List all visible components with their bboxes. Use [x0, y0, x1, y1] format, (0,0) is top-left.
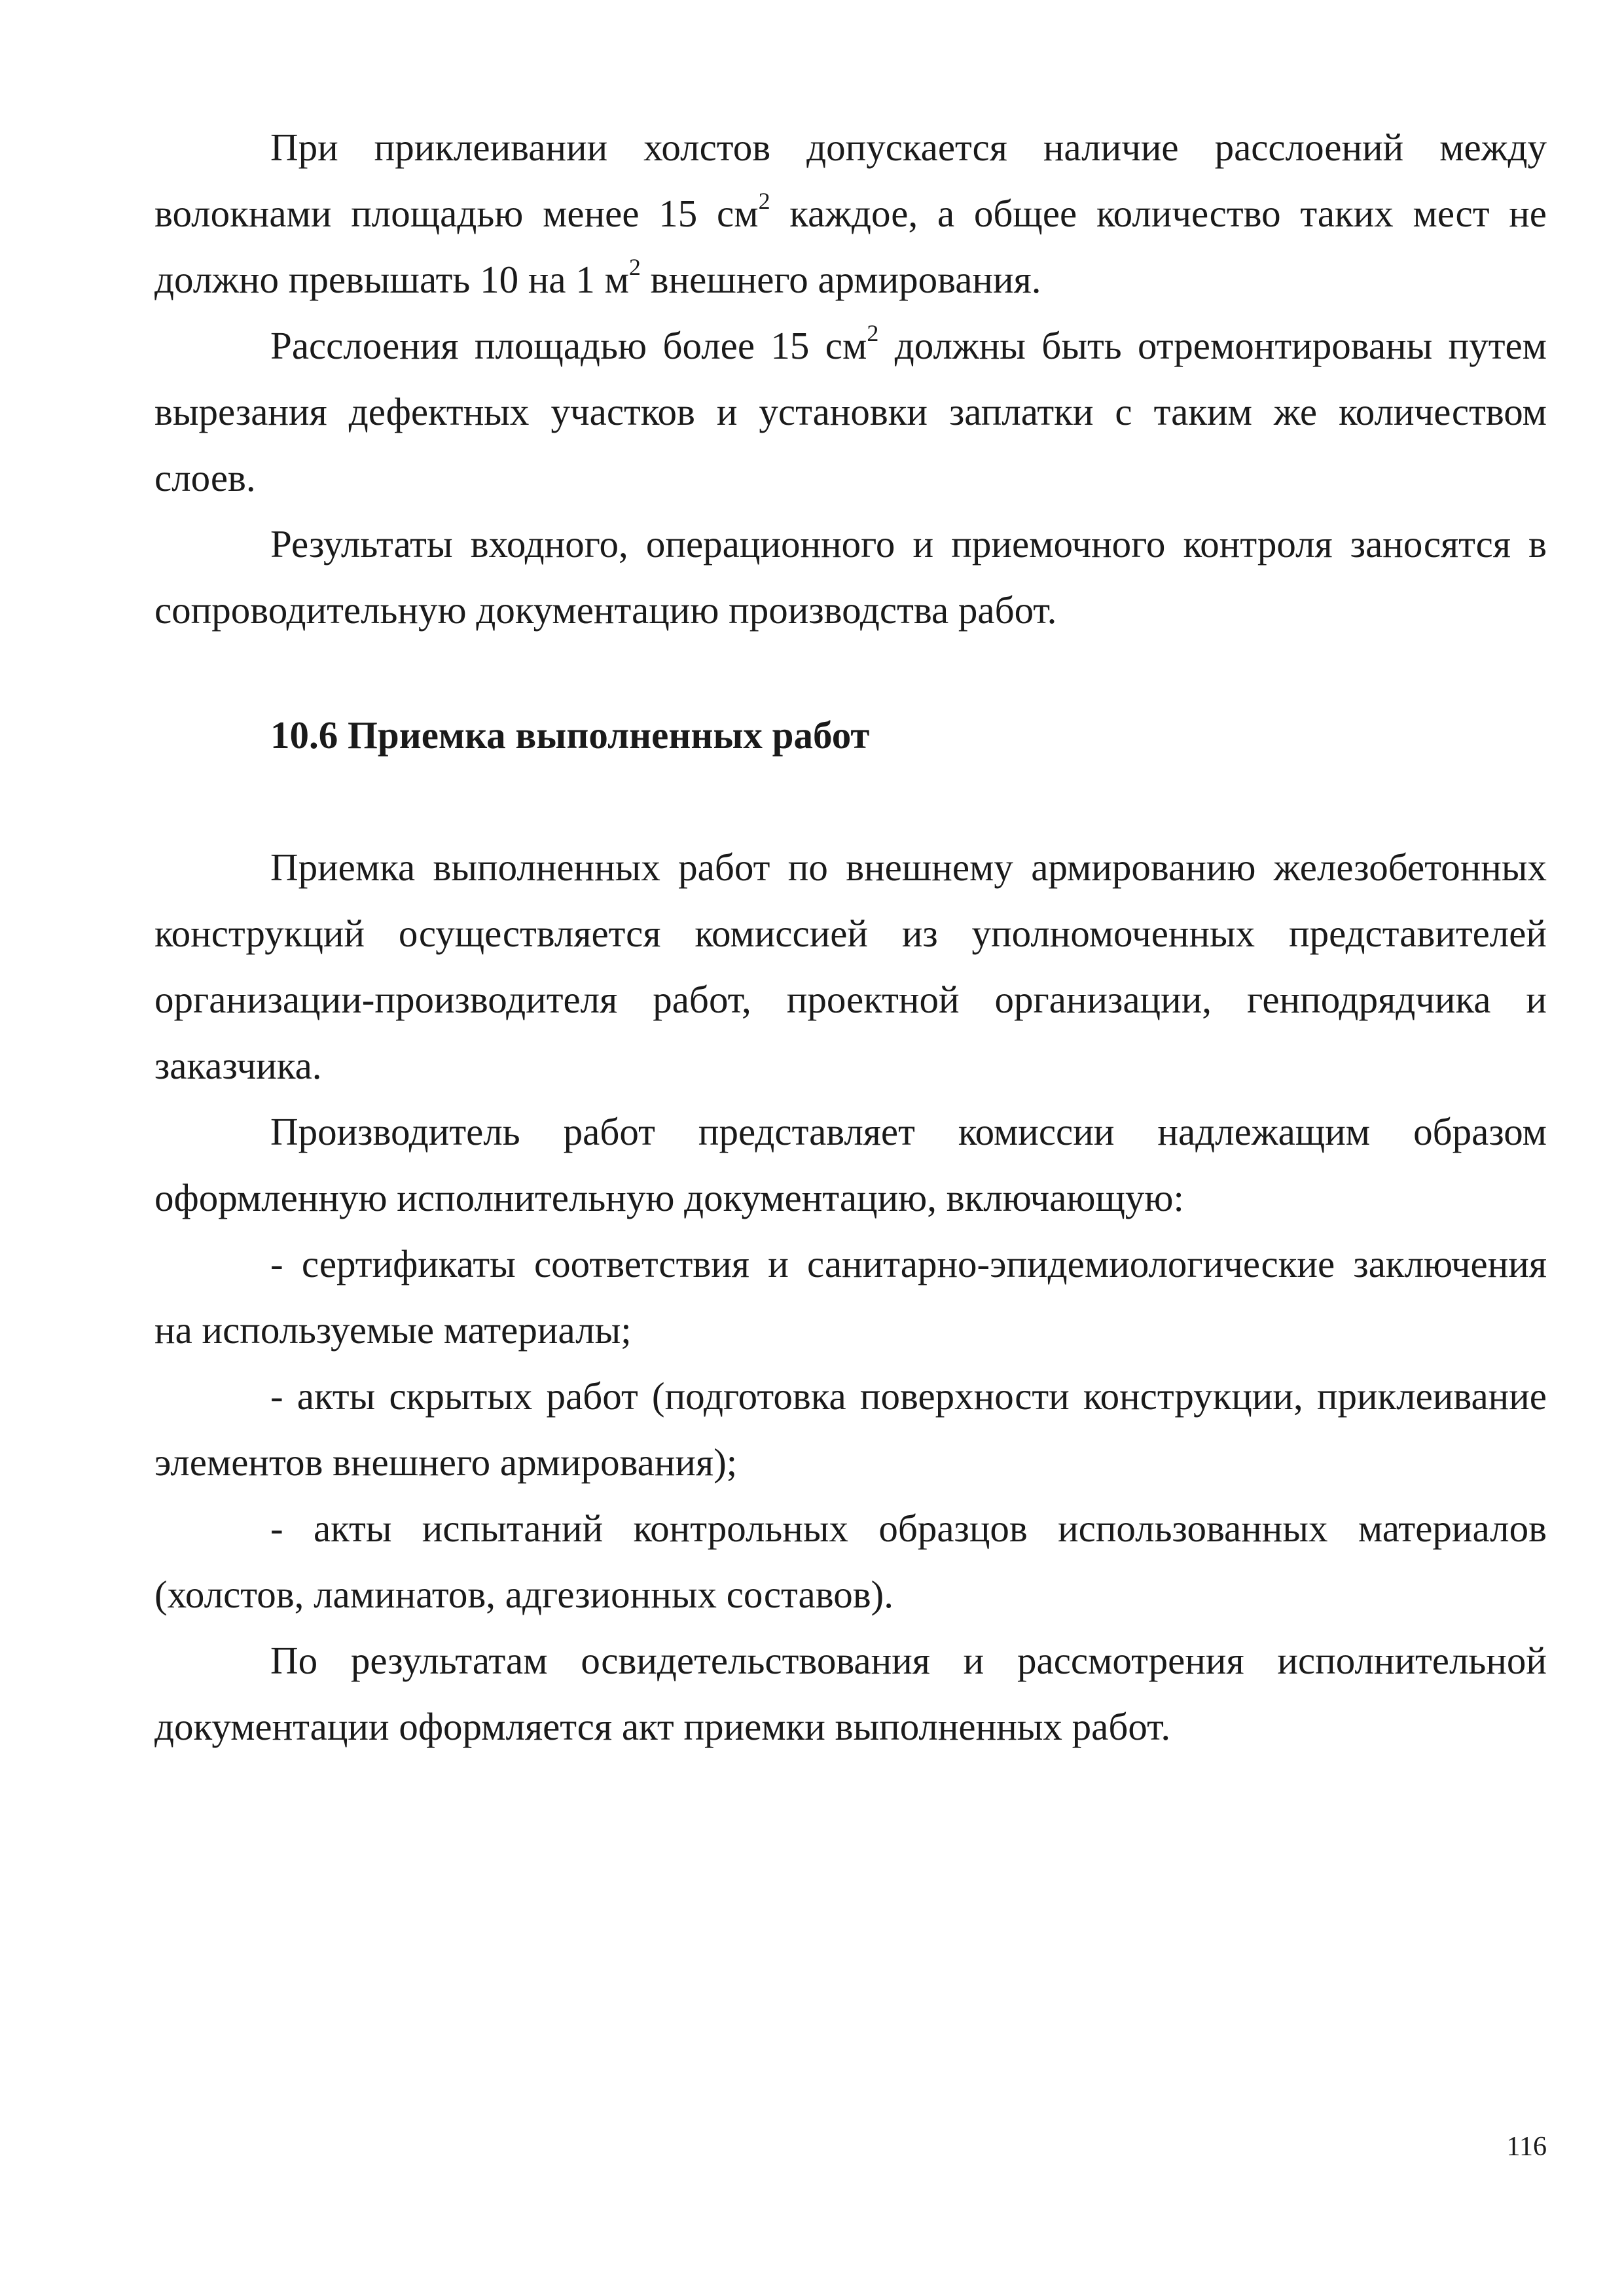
superscript: 2 [758, 188, 770, 215]
page-number: 116 [1506, 2132, 1547, 2162]
paragraph-acceptance-act: По результатам освидетельствования и рассмотрения исполнительной документации оформляется акт приемки выполненных работ. [154, 1639, 1547, 1748]
paragraph-acceptance-commission: Приемка выполненных работ по внешнему армированию железобетонных конструкций осуществляется комиссией из уполномоченных представителей организации-производителя работ, проектной организации, генподрядчика и заказчика. [154, 846, 1547, 1087]
paragraph-documentation-intro: Производитель работ представляет комиссии надлежащим образом оформленную исполнительную документацию, включающую: [154, 1110, 1547, 1219]
superscript: 2 [628, 254, 641, 281]
text-fragment: должны быть отремонтированы путем вырезания дефектных участков и установки заплатки с таким же количеством слоев. [154, 324, 1547, 499]
paragraph-control-results: Результаты входного, операционного и приемочного контроля заносятся в сопроводительную документацию производства работ. [154, 522, 1547, 632]
superscript: 2 [867, 320, 879, 347]
text-fragment: каждое, а общее количество таких мест не должно превышать 10 на 1 м [154, 192, 1547, 301]
spacer [154, 643, 1547, 702]
text-fragment: внешнего армирования. [640, 258, 1041, 301]
section-heading: 10.6 Приемка выполненных работ [270, 713, 870, 757]
list-item-test-acts: - акты испытаний контрольных образцов использованных материалов (холстов, ламинатов, адгезионных составов). [154, 1507, 1547, 1616]
paragraph-delamination-allowance [154, 115, 1547, 313]
text-fragment: Расслоения площадью более 15 см [270, 324, 867, 367]
document-page [154, 115, 1547, 1760]
text-fragment: При приклеивании холстов допускается наличие расслоений между волокнами площадью менее 15 см [154, 126, 1547, 235]
paragraph-delamination-repair [154, 313, 1547, 511]
spacer [154, 768, 1547, 834]
list-item-hidden-works-acts: - акты скрытых работ (подготовка поверхности конструкции, приклеивание элементов внешнего армирования); [154, 1374, 1547, 1484]
list-item-certificates: - сертификаты соответствия и санитарно-эпидемиологические заключения на используемые материалы; [154, 1242, 1547, 1352]
